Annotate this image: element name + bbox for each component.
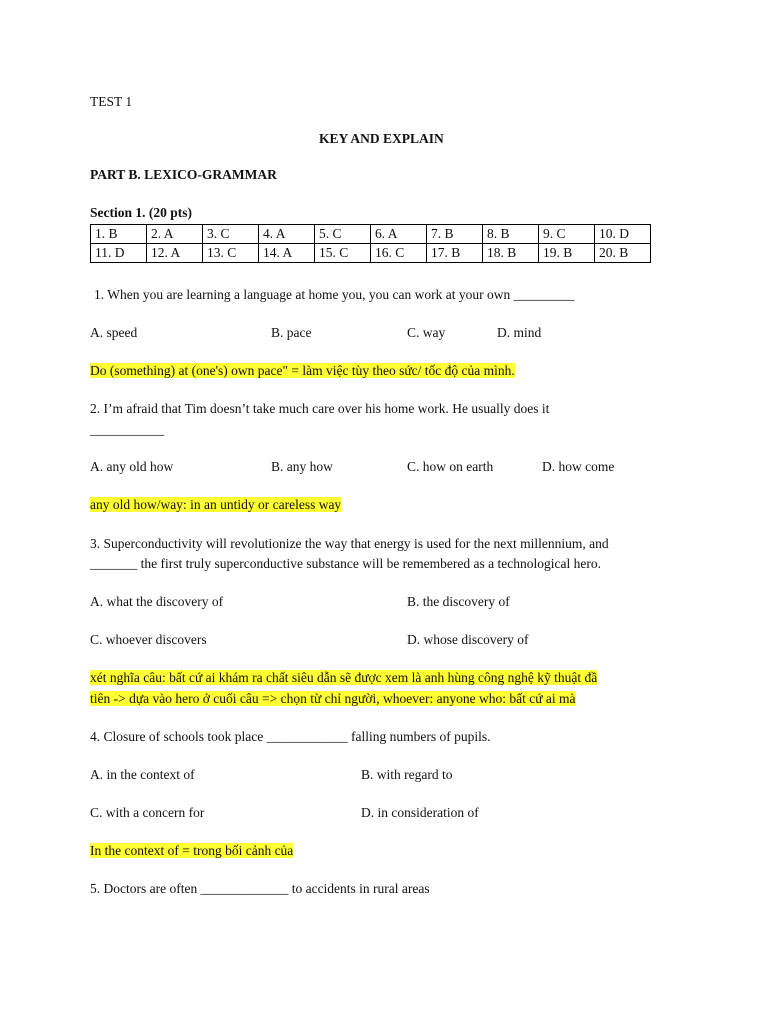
question-4-explanation: In the context of = trong bối cảnh của — [90, 843, 294, 858]
answer-cell: 17. B — [427, 244, 483, 263]
answer-cell: 12. A — [147, 244, 203, 263]
answer-cell: 9. C — [539, 225, 595, 244]
question-3-explanation-line2: tiên -> dựa vào hero ở cuối câu => chọn từ chỉ người, whoever: anyone who: bất cứ ai mà — [90, 691, 576, 706]
question-3-option-d: D. whose discovery of — [407, 632, 529, 647]
answer-cell: 1. B — [91, 225, 147, 244]
question-4-option-b: B. with regard to — [361, 767, 453, 782]
question-4-stem: 4. Closure of schools took place ____________ falling numbers of pupils. — [90, 729, 491, 744]
answer-cell: 8. B — [483, 225, 539, 244]
question-4-option-d: D. in consideration of — [361, 805, 479, 820]
question-1-option-d: D. mind — [497, 325, 542, 340]
answer-cell: 14. A — [259, 244, 315, 263]
answer-cell: 11. D — [91, 244, 147, 263]
question-2-option-c: C. how on earth — [407, 459, 494, 474]
answer-cell: 4. A — [259, 225, 315, 244]
question-3-stem: 3. Superconductivity will revolutionize the way that energy is used for the next millennium, and — [90, 536, 609, 551]
answer-cell: 16. C — [371, 244, 427, 263]
question-2-option-b: B. any how — [271, 459, 333, 474]
answer-cell: 7. B — [427, 225, 483, 244]
question-2-stem-blank: ___________ — [90, 422, 165, 437]
question-5-stem: 5. Doctors are often _____________ to accidents in rural areas — [90, 881, 430, 896]
question-1-option-a: A. speed — [90, 325, 138, 340]
question-4-option-c: C. with a concern for — [90, 805, 205, 820]
question-3-option-c: C. whoever discovers — [90, 632, 207, 647]
answer-cell: 3. C — [203, 225, 259, 244]
question-1-option-c: C. way — [407, 325, 446, 340]
answer-key-row — [91, 225, 651, 244]
answer-cell: 10. D — [595, 225, 651, 244]
question-3-option-b: B. the discovery of — [407, 594, 510, 609]
question-3-explanation: xét nghĩa câu: bất cứ ai khám ra chất siêu dẫn sẽ được xem là anh hùng công nghệ kỹ thuật đầ — [90, 670, 598, 685]
question-4-option-a: A. in the context of — [90, 767, 195, 782]
answer-key-row — [91, 244, 651, 263]
answer-cell: 2. A — [147, 225, 203, 244]
answer-cell: 19. B — [539, 244, 595, 263]
question-2-explanation: any old how/way: in an untidy or careless way — [90, 497, 342, 512]
question-1-explanation: Do (something) at (one's) own pace" = làm việc tùy theo sức/ tốc độ của mình. — [90, 363, 515, 378]
question-1-option-b: B. pace — [271, 325, 312, 340]
answer-key-table — [90, 224, 651, 263]
question-2-option-d: D. how come — [542, 459, 615, 474]
answer-cell: 20. B — [595, 244, 651, 263]
question-3-stem-line2: _______ the first truly superconductive substance will be remembered as a technological hero. — [90, 556, 601, 571]
answer-cell: 13. C — [203, 244, 259, 263]
test-label: TEST 1 — [90, 94, 133, 109]
answer-cell: 15. C — [315, 244, 371, 263]
question-1-stem: 1. When you are learning a language at home you, you can work at your own _________ — [94, 287, 575, 302]
question-3-option-a: A. what the discovery of — [90, 594, 224, 609]
answer-cell: 5. C — [315, 225, 371, 244]
question-2-stem: 2. I’m afraid that Tim doesn’t take much care over his home work. He usually does it — [90, 401, 550, 416]
answer-cell: 18. B — [483, 244, 539, 263]
question-2-option-a: A. any old how — [90, 459, 174, 474]
part-title: PART B. LEXICO-GRAMMAR — [90, 167, 277, 182]
answer-cell: 6. A — [371, 225, 427, 244]
key-title: KEY AND EXPLAIN — [319, 131, 444, 146]
section-title: Section 1. (20 pts) — [90, 205, 192, 220]
